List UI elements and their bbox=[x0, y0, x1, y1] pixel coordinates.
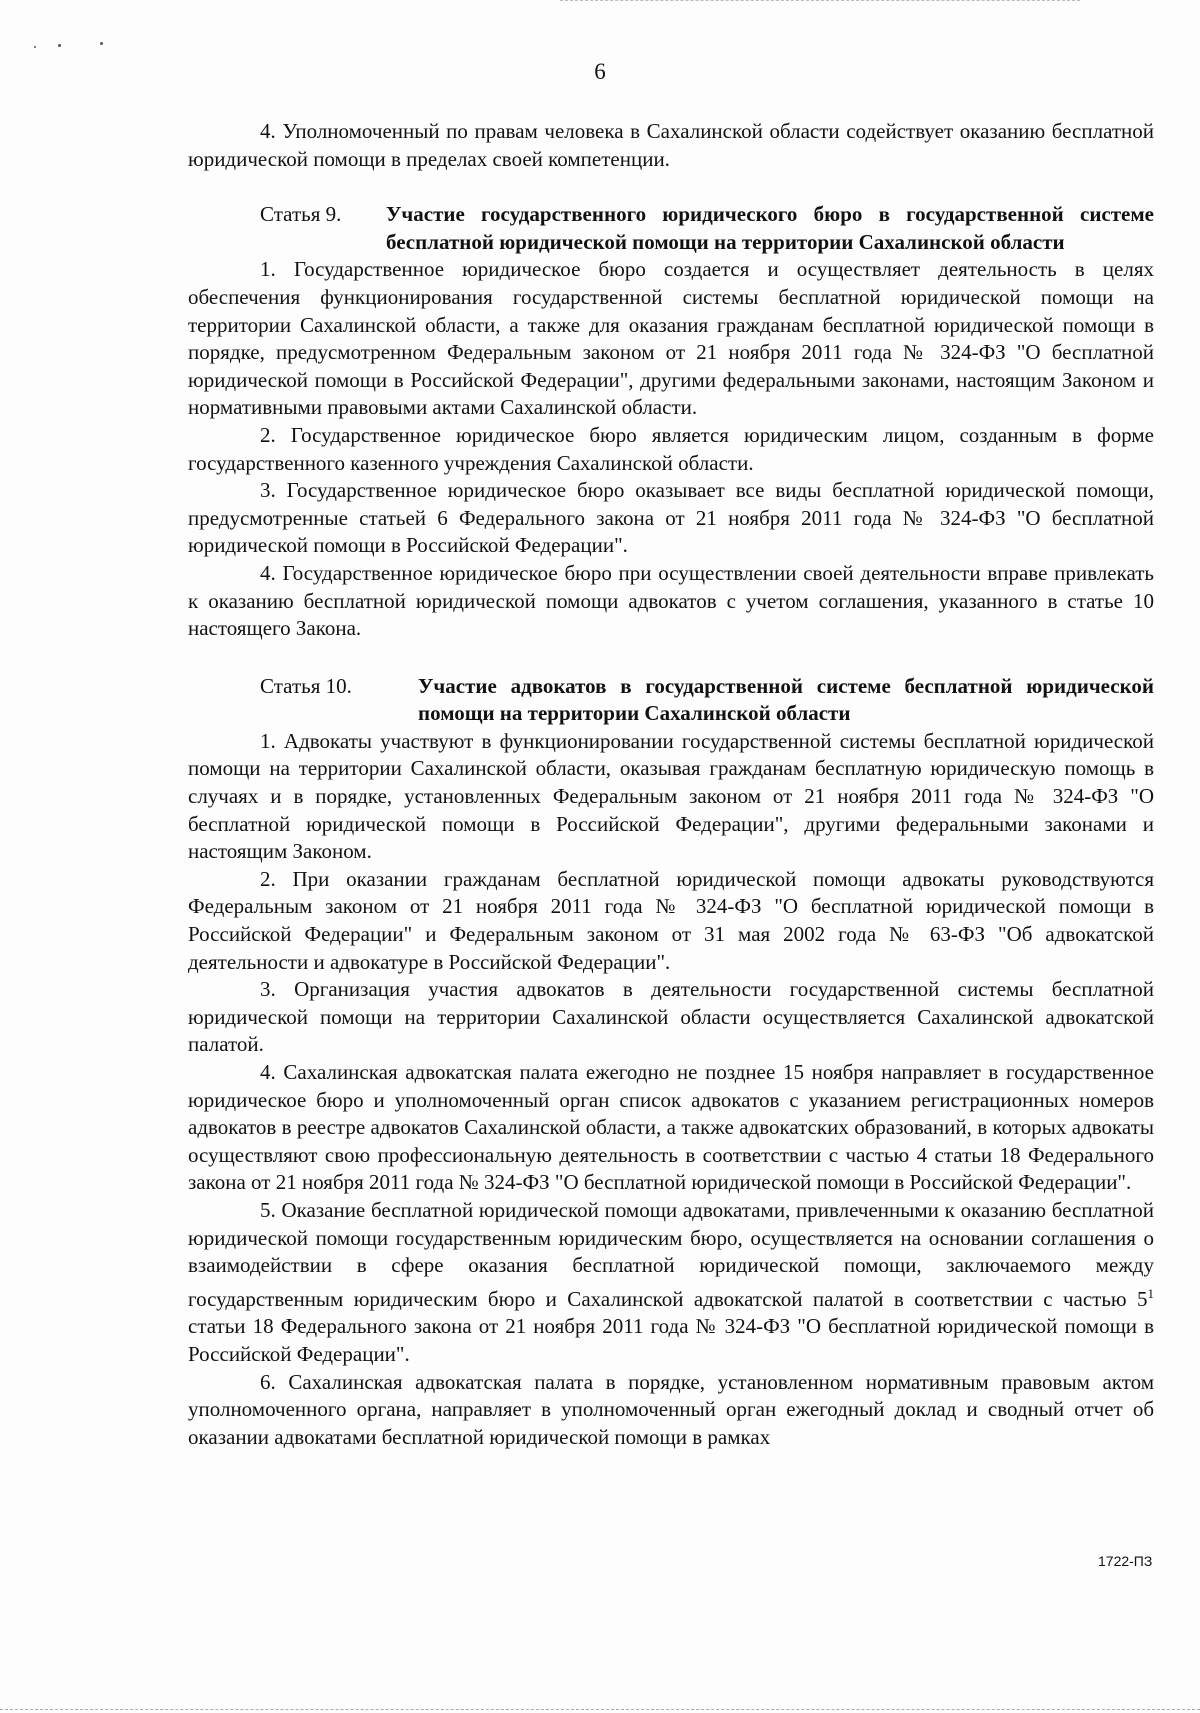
superscript: 1 bbox=[1147, 1285, 1154, 1301]
scan-speck bbox=[34, 46, 36, 48]
scan-speck bbox=[58, 44, 61, 47]
page-number: 6 bbox=[594, 59, 606, 84]
article-title: Участие государственного юридического бюро в государственной системе бесплатной юридической помощи на территории Сахалинской области bbox=[386, 202, 1154, 254]
paragraph: 6. Сахалинская адвокатская палата в порядке, установленном нормативным правовым актом уполномоченного органа, направляет в уполномоченный орган ежегодный доклад и сводный отчет об оказании адвокатами бесплатной юридической помощи в рамках bbox=[188, 1369, 1154, 1449]
scan-edge-top bbox=[560, 0, 1080, 2]
article-title: Участие адвокатов в государственной системе бесплатной юридической помощи на территории Сахалинской области bbox=[418, 673, 1154, 726]
paragraph: 4. Государственное юридическое бюро при осуществлении своей деятельности вправе привлекать к оказанию бесплатной юридической помощи адвокатов с учетом соглашения, указанного в статье 10 настоящего Закона. bbox=[188, 560, 1154, 641]
paragraph: 4. Уполномоченный по правам человека в Сахалинской области содействует оказанию бесплатной юридической помощи в пределах своей компетенции. bbox=[188, 119, 1154, 171]
scan-edge-bottom bbox=[0, 1709, 1200, 1711]
paragraph bbox=[188, 1197, 1154, 1369]
paragraph: 2. Государственное юридическое бюро является юридическим лицом, созданным в форме государственного казенного учреждения Сахалинской области. bbox=[188, 422, 1154, 475]
article-label: Статья 10. bbox=[260, 673, 352, 698]
paragraph: 2. При оказании гражданам бесплатной юридической помощи адвокаты руководствуются Федеральным законом от 21 ноября 2011 года № 324-ФЗ "О бесплатной юридической помощи в Российской Федерации" и Федеральным законом от 31 мая 2002 года № 63-ФЗ "Об адвокатской деятельности и адвокатуре в Российской Федерации". bbox=[188, 866, 1154, 974]
text-run: 5. Оказание бесплатной юридической помощи адвокатами, привлеченными к оказанию бесплатной юридической помощи государственным юридическим бюро, осуществляется на основании соглашения о взаимодействии в сфере оказания бесплатной юридической помощи, заключаемого между государственным юридическим бюро и Сахалинской адвокатской палатой в соответствии с частью 5 bbox=[188, 1197, 1154, 1311]
document-body bbox=[188, 118, 1154, 1451]
paragraph: 4. Сахалинская адвокатская палата ежегодно не позднее 15 ноября направляет в государственное юридическое бюро и уполномоченный орган список адвокатов с указанием регистрационных номеров адвокатов в реестре адвокатов Сахалинской области, а также адвокатских образований, в которых адвокаты осуществляют свою профессиональную деятельность в соответствии с частью 4 статьи 18 Федерального закона от 21 ноября 2011 года № 324-ФЗ "О бесплатной юридической помощи в Российской Федерации". bbox=[188, 1060, 1154, 1195]
paragraph: 3. Организация участия адвокатов в деятельности государственной системы бесплатной юридической помощи на территории Сахалинской области осуществляется Сахалинской адвокатской палатой. bbox=[188, 977, 1154, 1057]
text-run: статьи 18 Федерального закона от 21 ноября 2011 года № 324-ФЗ "О бесплатной юридической помощи в Российской Федерации". bbox=[188, 1314, 1154, 1366]
article-9-heading bbox=[188, 201, 1154, 256]
paragraph: 3. Государственное юридическое бюро оказывает все виды бесплатной юридической помощи, предусмотренные статьей 6 Федерального закона от 21 ноября 2011 года № 324-ФЗ "О бесплатной юридической помощи в Российской Федерации". bbox=[188, 478, 1154, 558]
paragraph: 1. Государственное юридическое бюро создается и осуществляет деятельность в целях обеспечения функционирования государственной системы бесплатной юридической помощи на территории Сахалинской области, а также для оказания гражданам бесплатной юридической помощи в порядке, предусмотренном Федеральным законом от 21 ноября 2011 года № 324-ФЗ "О бесплатной юридической помощи в Российской Федерации", другими федеральными законами, настоящим Законом и нормативными правовыми актами Сахалинской области. bbox=[188, 257, 1154, 420]
article-10-heading bbox=[188, 673, 1154, 728]
article-label: Статья 9. bbox=[260, 202, 342, 227]
paragraph: 1. Адвокаты участвуют в функционировании государственной системы бесплатной юридической помощи на территории Сахалинской области, оказывая гражданам бесплатную юридическую помощь в случаях и в порядке, установленных Федеральным законом от 21 ноября 2011 года № 324-ФЗ "О бесплатной юридической помощи в Российской Федерации", другими федеральными законами и настоящим Законом. bbox=[188, 728, 1154, 864]
document-code: 1722-ПЗ bbox=[1098, 1553, 1153, 1569]
scan-speck bbox=[100, 42, 103, 45]
